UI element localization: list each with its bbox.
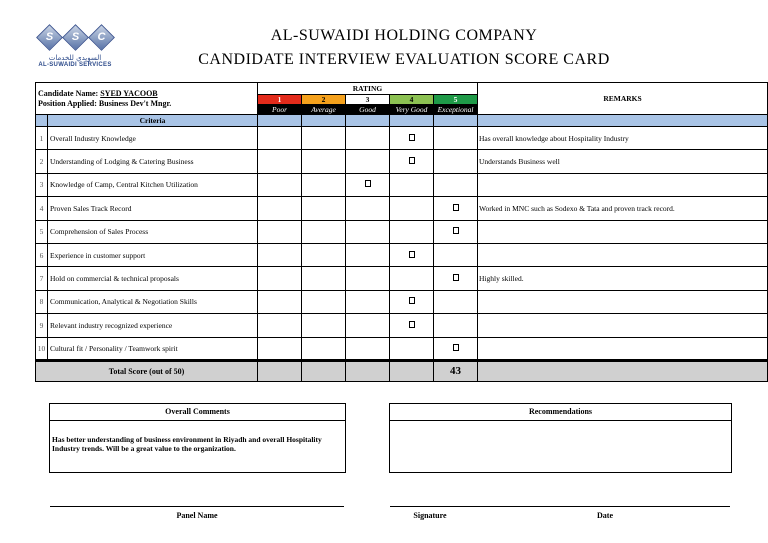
overall-comments-text: Has better understanding of business environment in Riyadh and overall Hospitality Industry trends. Will be a great value to the organization. — [52, 435, 322, 453]
rating-heading: RATING — [258, 83, 478, 95]
criteria-text: Understanding of Lodging & Catering Business — [48, 150, 258, 173]
rating-cell[interactable] — [434, 150, 478, 173]
rating-cell[interactable] — [434, 290, 478, 313]
logo-diamond: S — [62, 24, 89, 51]
remark-cell — [478, 220, 768, 243]
rating-cell[interactable] — [302, 150, 346, 173]
rating-checkbox[interactable] — [409, 157, 415, 164]
rating-cell-selected[interactable] — [390, 243, 434, 266]
panel-name-line — [50, 506, 344, 507]
signature-date-line — [390, 506, 730, 507]
rating-cell[interactable] — [302, 290, 346, 313]
logo-diamond: C — [88, 24, 115, 51]
rating-cell-selected[interactable] — [390, 314, 434, 337]
panel-name-label: Panel Name — [176, 511, 218, 520]
candidate-info: Candidate Name: SYED YACOOB Position Applied: Business Dev't Mngr. — [36, 83, 258, 115]
rating-cell[interactable] — [390, 173, 434, 196]
logo-arabic-text: السويدي للخدمات — [48, 54, 102, 62]
criteria-number: 5 — [36, 220, 48, 243]
rating-cell[interactable] — [258, 150, 302, 173]
criteria-text: Experience in customer support — [48, 243, 258, 266]
criteria-row — [36, 173, 768, 196]
rating-label-2: Average — [302, 105, 346, 115]
criteria-text: Cultural fit / Personality / Teamwork spirit — [48, 337, 258, 360]
rating-cell[interactable] — [390, 267, 434, 290]
rating-cell[interactable] — [390, 220, 434, 243]
criteria-text: Hold on commercial & technical proposals — [48, 267, 258, 290]
criteria-row — [36, 290, 768, 313]
criteria-heading: Criteria — [48, 115, 258, 127]
rating-label-4: Very Good — [390, 105, 434, 115]
overall-comments-box — [49, 403, 346, 473]
company-name: AL-SUWAIDI HOLDING COMPANY — [270, 27, 538, 44]
rating-cell[interactable] — [258, 337, 302, 360]
rating-cell-selected[interactable] — [390, 290, 434, 313]
criteria-text: Knowledge of Camp, Central Kitchen Utilization — [48, 173, 258, 196]
criteria-row — [36, 127, 768, 150]
rating-cell-selected[interactable] — [390, 127, 434, 150]
criteria-row — [36, 314, 768, 337]
rating-checkbox[interactable] — [453, 274, 459, 281]
rating-cell[interactable] — [346, 243, 390, 266]
remark-cell — [478, 290, 768, 313]
rating-cell[interactable] — [302, 173, 346, 196]
rating-cell[interactable] — [302, 127, 346, 150]
rating-cell[interactable] — [258, 127, 302, 150]
position-applied: Business Dev't Mngr. — [98, 98, 172, 108]
rating-cell[interactable] — [434, 314, 478, 337]
rating-cell[interactable] — [346, 150, 390, 173]
criteria-number: 6 — [36, 243, 48, 266]
recommendations-heading: Recommendations — [390, 404, 731, 421]
remark-cell — [478, 337, 768, 360]
evaluation-table — [35, 82, 768, 382]
remark-cell: Worked in MNC such as Sodexo & Tata and proven track record. — [478, 197, 768, 220]
rating-cell[interactable] — [258, 243, 302, 266]
rating-checkbox[interactable] — [453, 227, 459, 234]
recommendations-box — [389, 403, 732, 473]
rating-cell-selected[interactable] — [390, 150, 434, 173]
criteria-row — [36, 267, 768, 290]
criteria-text: Communication, Analytical & Negotiation Skills — [48, 290, 258, 313]
rating-cell[interactable] — [302, 220, 346, 243]
criteria-text: Proven Sales Track Record — [48, 197, 258, 220]
rating-checkbox[interactable] — [409, 297, 415, 304]
total-row — [36, 360, 768, 381]
criteria-number: 4 — [36, 197, 48, 220]
rating-cell[interactable] — [390, 337, 434, 360]
rating-cell[interactable] — [346, 220, 390, 243]
rating-cell[interactable] — [346, 197, 390, 220]
criteria-row — [36, 197, 768, 220]
rating-value-5: 5 — [434, 95, 478, 105]
criteria-header-spacer — [36, 115, 48, 127]
criteria-row — [36, 220, 768, 243]
criteria-row — [36, 150, 768, 173]
rating-cell-selected[interactable] — [346, 173, 390, 196]
overall-comments-heading: Overall Comments — [50, 404, 345, 421]
rating-value-3: 3 — [346, 95, 390, 105]
rating-label-1: Poor — [258, 105, 302, 115]
rating-cell[interactable] — [258, 267, 302, 290]
rating-cell[interactable] — [346, 290, 390, 313]
rating-cell[interactable] — [258, 220, 302, 243]
rating-label-3: Good — [346, 105, 390, 115]
signature-label: Signature — [413, 511, 447, 520]
rating-cell[interactable] — [302, 243, 346, 266]
rating-value-1: 1 — [258, 95, 302, 105]
rating-checkbox[interactable] — [453, 204, 459, 211]
rating-cell[interactable] — [346, 127, 390, 150]
rating-checkbox[interactable] — [409, 321, 415, 328]
criteria-row — [36, 243, 768, 266]
total-score: 43 — [434, 360, 478, 381]
criteria-number: 9 — [36, 314, 48, 337]
candidate-name: SYED YACOOB — [100, 88, 158, 98]
rating-checkbox[interactable] — [453, 344, 459, 351]
remarks-heading: REMARKS — [478, 83, 768, 115]
rating-cell-selected[interactable] — [434, 197, 478, 220]
logo-diamond: S — [36, 24, 63, 51]
criteria-number: 10 — [36, 337, 48, 360]
document-title: CANDIDATE INTERVIEW EVALUATION SCORE CARD — [198, 51, 610, 68]
rating-cell[interactable] — [258, 314, 302, 337]
rating-cell[interactable] — [346, 337, 390, 360]
remark-cell — [478, 173, 768, 196]
remark-cell — [478, 243, 768, 266]
rating-cell[interactable] — [434, 173, 478, 196]
criteria-row — [36, 337, 768, 360]
rating-checkbox[interactable] — [365, 180, 371, 187]
rating-cell[interactable] — [346, 314, 390, 337]
rating-cell-selected[interactable] — [434, 220, 478, 243]
rating-cell-selected[interactable] — [434, 267, 478, 290]
remark-cell: Understands Business well — [478, 150, 768, 173]
rating-cell[interactable] — [302, 337, 346, 360]
total-label: Total Score (out of 50) — [36, 360, 258, 381]
rating-cell[interactable] — [390, 197, 434, 220]
date-label: Date — [597, 511, 613, 520]
remark-cell: Has overall knowledge about Hospitality Industry — [478, 127, 768, 150]
criteria-text: Comprehension of Sales Process — [48, 220, 258, 243]
rating-value-4: 4 — [390, 95, 434, 105]
rating-value-2: 2 — [302, 95, 346, 105]
rating-cell[interactable] — [258, 197, 302, 220]
rating-label-5: Exceptional — [434, 105, 478, 115]
criteria-text: Overall Industry Knowledge — [48, 127, 258, 150]
rating-cell[interactable] — [434, 243, 478, 266]
criteria-number: 7 — [36, 267, 48, 290]
rating-checkbox[interactable] — [409, 251, 415, 258]
logo-english-text: AL-SUWAIDI SERVICES — [38, 62, 112, 68]
criteria-number: 2 — [36, 150, 48, 173]
criteria-number: 3 — [36, 173, 48, 196]
rating-cell[interactable] — [302, 314, 346, 337]
recommendations-text — [390, 421, 731, 435]
rating-cell[interactable] — [302, 267, 346, 290]
criteria-number: 8 — [36, 290, 48, 313]
rating-cell-selected[interactable] — [434, 337, 478, 360]
rating-checkbox[interactable] — [409, 134, 415, 141]
rating-cell[interactable] — [302, 197, 346, 220]
rating-cell[interactable] — [258, 173, 302, 196]
remark-cell — [478, 314, 768, 337]
rating-cell[interactable] — [258, 290, 302, 313]
rating-cell[interactable] — [434, 127, 478, 150]
remark-cell: Highly skilled. — [478, 267, 768, 290]
criteria-text: Relevant industry recognized experience — [48, 314, 258, 337]
criteria-number: 1 — [36, 127, 48, 150]
rating-cell[interactable] — [346, 267, 390, 290]
